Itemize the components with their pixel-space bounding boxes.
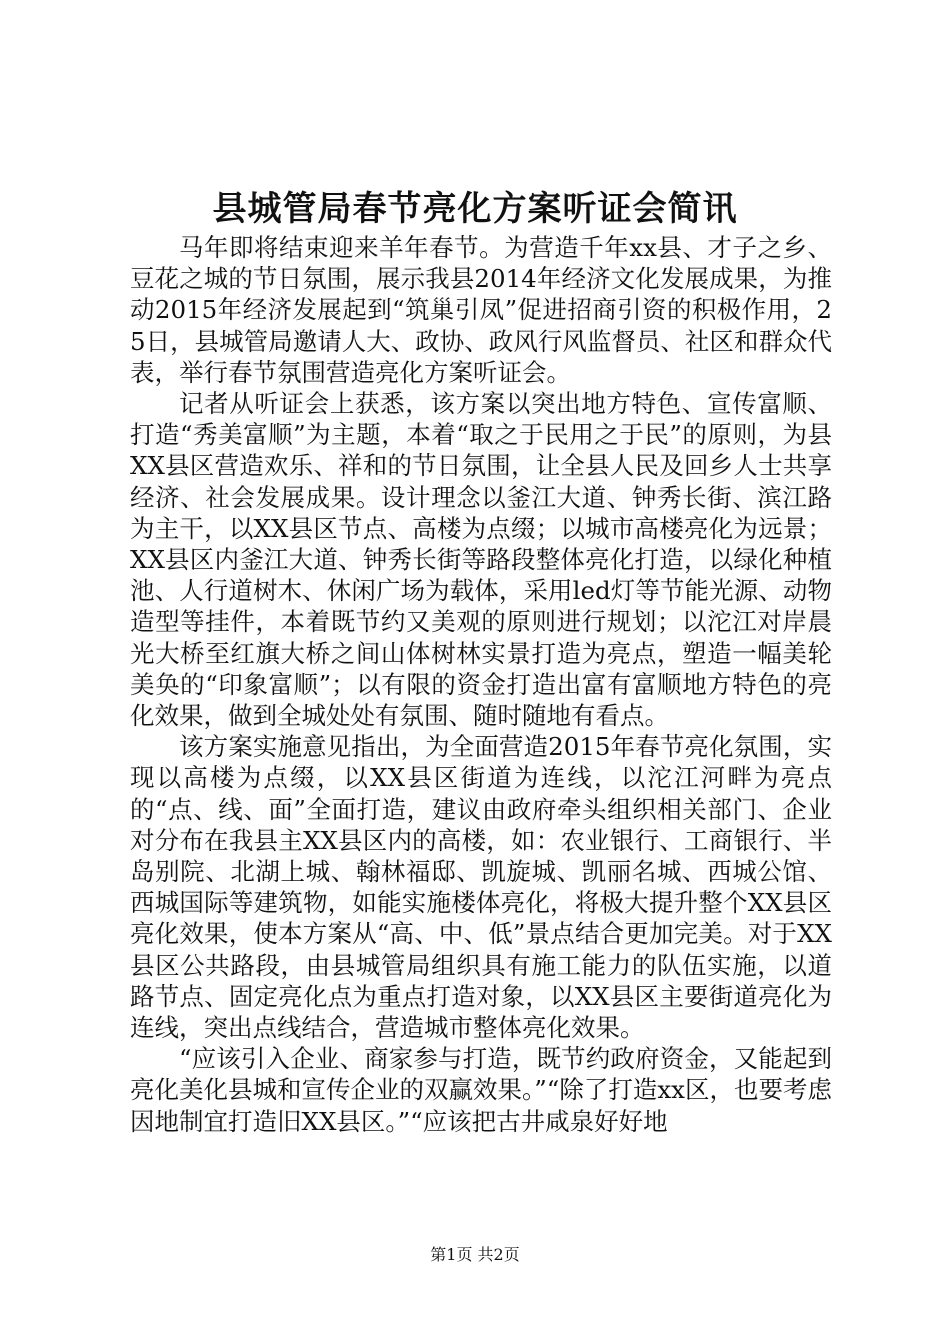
document-body xyxy=(130,232,832,1137)
paragraph-implementation: 该方案实施意见指出，为全面营造2015年春节亮化氛围，实现以高楼为点缀，以XX县区街道为连线，以沱江河畔为亮点的“点、线、面”全面打造，建议由政府牵头组织相关部门、企业对分布在我县主XX县区内的高楼，如：农业银行、工商银行、半岛别院、北湖上城、翰林福邸、凯旋城、凯丽名城、西城公馆、西城国际等建筑物，如能实施楼体亮化，将极大提升整个XX县区亮化效果，使本方案从“高、中、低”景点结合更加完美。对于XX县区公共路段，由县城管局组织具有施工能力的队伍实施，以道路节点、固定亮化点为重点打造对象，以XX县区主要街道亮化为连线，突出点线结合，营造城市整体亮化效果。 xyxy=(130,732,832,1043)
document-title: 县城管局春节亮化方案听证会简讯 xyxy=(212,189,738,229)
paragraph-plan-theme: 记者从听证会上获悉，该方案以突出地方特色、宣传富顺、打造“秀美富顺”为主题，本着“取之于民用之于民”的原则，为县XX县区营造欢乐、祥和的节日氛围，让全县人民及回乡人士共享经济、社会发展成果。设计理念以釜江大道、钟秀长街、滨江路为主干，以XX县区节点、高楼为点缀；以城市高楼亮化为远景；XX县区内釜江大道、钟秀长街等路段整体亮化打造，以绿化种植池、人行道树木、休闲广场为载体，采用led灯等节能光源、动物造型等挂件，本着既节约又美观的原则进行规划；以沱江对岸晨光大桥至红旗大桥之间山体树林实景打造为亮点，塑造一幅美轮美奂的“印象富顺”；以有限的资金打造出富有富顺地方特色的亮化效果，做到全城处处有氛围、随时随地有看点。 xyxy=(130,389,832,731)
paragraph-intro: 马年即将结束迎来羊年春节。为营造千年xx县、才子之乡、豆花之城的节日氛围，展示我县2014年经济文化发展成果，为推动2015年经济发展起到“筑巢引凤”促进招商引资的积极作用，25日，县城管局邀请人大、政协、政风行风监督员、社区和群众代表，举行春节氛围营造亮化方案听证会。 xyxy=(130,233,832,387)
paragraph-quotes: “应该引入企业、商家参与打造，既节约政府资金，又能起到亮化美化县城和宣传企业的双赢效果。”“除了打造xx区，也要考虑因地制宜打造旧XX县区。”“应该把古井咸泉好好地 xyxy=(130,1044,832,1136)
page-number-footer: 第1页 共2页 xyxy=(430,1245,520,1264)
